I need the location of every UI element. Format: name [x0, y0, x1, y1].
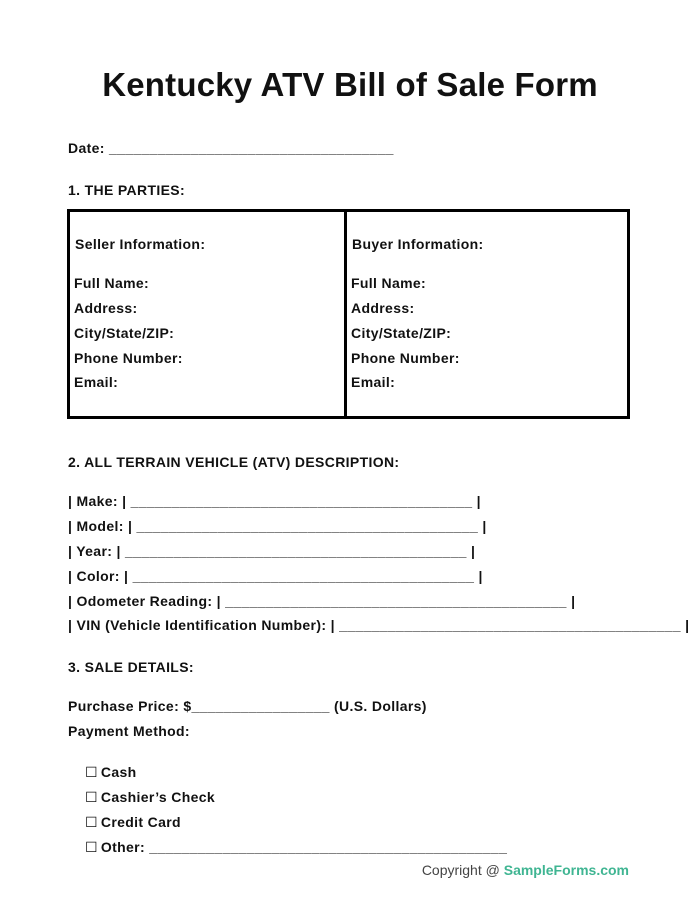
buyer-phone-label: Phone Number:: [351, 350, 460, 366]
buyer-info-cell: [347, 212, 627, 416]
checkbox-icon[interactable]: ☐: [84, 790, 98, 806]
buyer-email-label: Email:: [351, 374, 396, 390]
buyer-full-name-label: Full Name:: [351, 275, 427, 291]
payment-method-label: Payment Method:: [68, 723, 190, 739]
checkbox-icon[interactable]: ☐: [84, 840, 98, 856]
section-sale-details-heading: 3. SALE DETAILS:: [68, 659, 194, 675]
section-atv-description-heading: 2. ALL TERRAIN VEHICLE (ATV) DESCRIPTION:: [68, 454, 400, 470]
purchase-price-field[interactable]: Purchase Price: $_________________ (U.S. Dollars): [68, 698, 427, 714]
atv-year-field[interactable]: | Year: | __________________________________________ |: [68, 543, 476, 559]
copyright-prefix: Copyright @: [421, 862, 504, 878]
date-line[interactable]: Date: ___________________________________: [68, 140, 394, 156]
atv-odometer-field[interactable]: | Odometer Reading: | __________________________________________ |: [68, 593, 576, 609]
seller-email-label: Email:: [74, 374, 119, 390]
form-title: Kentucky ATV Bill of Sale Form: [102, 66, 598, 103]
seller-address-label: Address:: [74, 300, 138, 316]
brand-link[interactable]: SampleForms.com: [503, 862, 629, 878]
payment-option-label: Cash: [100, 764, 137, 780]
copyright-notice: [422, 862, 629, 878]
parties-table: [67, 209, 630, 419]
checkbox-icon[interactable]: ☐: [84, 815, 98, 831]
atv-color-field[interactable]: | Color: | __________________________________________ |: [68, 568, 483, 584]
atv-make-field[interactable]: | Make: | __________________________________________ |: [68, 493, 481, 509]
section-parties-heading: 1. THE PARTIES:: [68, 182, 186, 198]
payment-option-label: Credit Card: [100, 814, 181, 830]
seller-info-cell: [70, 212, 347, 416]
checkbox-icon[interactable]: ☐: [84, 765, 98, 781]
buyer-info-heading: Buyer Information:: [352, 236, 484, 252]
seller-city-state-zip-label: City/State/ZIP:: [74, 325, 175, 341]
seller-phone-label: Phone Number:: [74, 350, 183, 366]
seller-info-heading: Seller Information:: [75, 236, 206, 252]
atv-vin-field[interactable]: | VIN (Vehicle Identification Number): | __________________________________________ |: [68, 617, 690, 633]
payment-option-label: Cashier’s Check: [100, 789, 216, 805]
buyer-city-state-zip-label: City/State/ZIP:: [351, 325, 452, 341]
atv-model-field[interactable]: | Model: | __________________________________________ |: [68, 518, 487, 534]
payment-option-label: Other: ____________________________________________: [100, 839, 508, 855]
buyer-address-label: Address:: [351, 300, 415, 316]
seller-full-name-label: Full Name:: [74, 275, 150, 291]
